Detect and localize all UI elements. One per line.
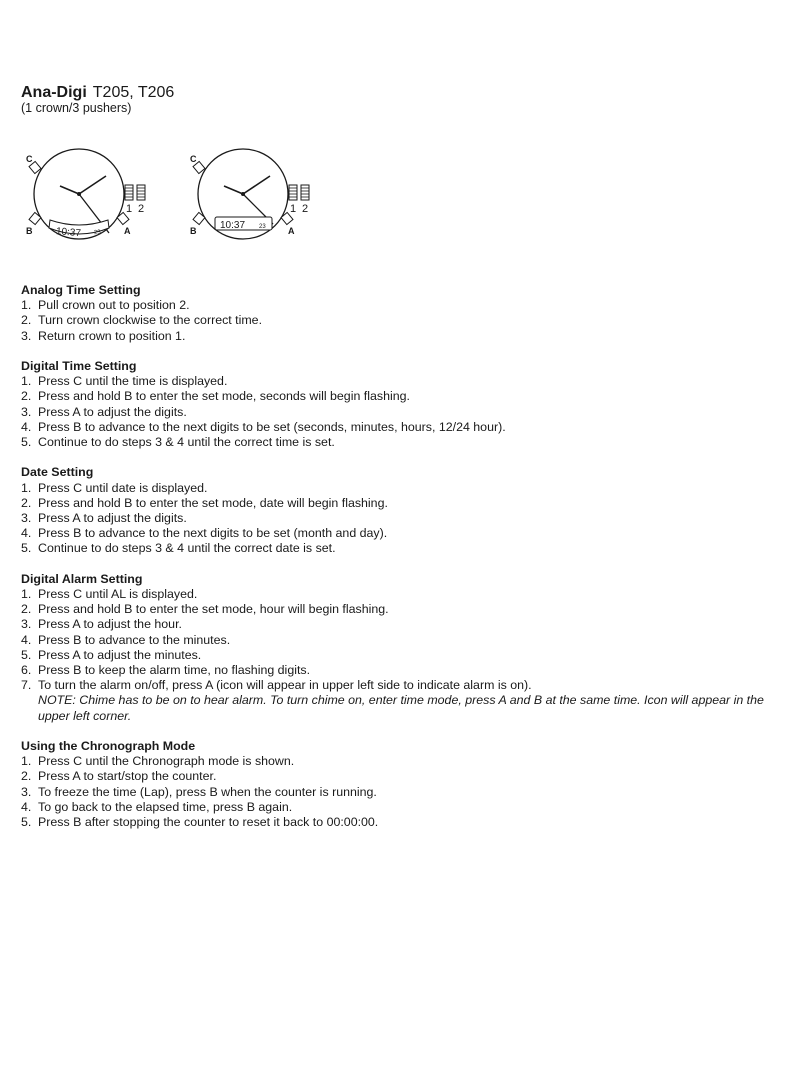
step-text: Press and hold B to enter the set mode, hour will begin flashing. — [38, 602, 389, 617]
step-item — [21, 587, 791, 602]
step-item — [21, 313, 791, 328]
step-item — [21, 769, 791, 784]
section-digital-alarm-setting — [21, 572, 791, 724]
step-text: Press and hold B to enter the set mode, seconds will begin flashing. — [38, 389, 410, 404]
step-number: 1. — [21, 374, 32, 389]
step-item — [21, 526, 791, 541]
steps-list — [21, 754, 791, 830]
lcd-time: 10:37 — [220, 220, 246, 231]
step-item — [21, 602, 791, 617]
watch-diagram-flat-display — [186, 148, 316, 244]
step-number: 4. — [21, 799, 32, 814]
step-item — [21, 481, 791, 496]
step-item — [21, 785, 791, 800]
page-title — [21, 84, 174, 102]
step-text: Press B to advance to the next digits to be set (seconds, minutes, hours, 12/24 hour). — [38, 419, 506, 434]
button-a-label: A — [124, 226, 131, 236]
step-text: Press A to adjust the digits. — [38, 511, 187, 526]
step-text: Press A to adjust the digits. — [38, 404, 187, 419]
step-text: To freeze the time (Lap), press B when the counter is running. — [38, 784, 377, 799]
step-text: Turn crown clockwise to the correct time. — [38, 313, 263, 328]
brand-name: Ana-Digi — [21, 84, 87, 101]
section-heading: Digital Time Setting — [21, 359, 137, 373]
step-item — [21, 815, 791, 830]
step-number: 6. — [21, 663, 32, 678]
step-text: Press C until the time is displayed. — [38, 374, 228, 389]
step-text: Press C until AL is displayed. — [38, 587, 198, 602]
step-text: Pull crown out to position 2. — [38, 298, 190, 313]
step-text: Continue to do steps 3 & 4 until the correct date is set. — [38, 541, 336, 556]
step-item — [21, 435, 791, 450]
step-item — [21, 678, 791, 724]
section-chronograph-mode — [21, 739, 791, 830]
step-text: Press A to adjust the hour. — [38, 617, 182, 632]
step-number: 2. — [21, 602, 32, 617]
step-number: 4. — [21, 632, 32, 647]
step-text: To turn the alarm on/off, press A (icon will appear in upper left side to indicate alarm is on). — [38, 678, 532, 693]
button-b-label: B — [26, 226, 33, 236]
step-text: Continue to do steps 3 & 4 until the correct time is set. — [38, 435, 335, 450]
step-note: NOTE: Chime has to be on to hear alarm. To turn chime on, enter time mode, press A and B at the same time. Icon will appear in the upper left corner. — [38, 693, 764, 723]
step-number: 4. — [21, 526, 32, 541]
step-number: 3. — [21, 617, 32, 632]
step-number: 2. — [21, 495, 32, 510]
steps-list — [21, 374, 791, 450]
section-heading: Analog Time Setting — [21, 283, 141, 297]
step-item — [21, 298, 791, 313]
steps-list — [21, 481, 791, 557]
step-item — [21, 405, 791, 420]
section-heading: Digital Alarm Setting — [21, 571, 143, 586]
step-number: 5. — [21, 435, 32, 450]
step-number: 5. — [21, 541, 32, 556]
watch-diagram-curved-display — [22, 148, 152, 244]
section-date-setting — [21, 465, 791, 556]
button-a-label: A — [288, 226, 295, 236]
step-number: 4. — [21, 419, 32, 434]
step-number: 2. — [21, 389, 32, 404]
step-number: 3. — [21, 404, 32, 419]
watch-face-icon — [186, 148, 316, 244]
step-number: 5. — [21, 647, 32, 662]
step-text: To go back to the elapsed time, press B again. — [38, 799, 293, 814]
steps-list — [21, 587, 791, 724]
step-item — [21, 663, 791, 678]
step-number: 1. — [21, 754, 32, 769]
step-number: 3. — [21, 511, 32, 526]
step-number: 5. — [21, 815, 32, 830]
crown-position-2-label: 2 — [302, 203, 309, 215]
lcd-date: 23 — [93, 229, 102, 237]
section-analog-time-setting — [21, 283, 791, 344]
step-number: 2. — [21, 769, 32, 784]
crown-position-2-label: 2 — [138, 203, 145, 215]
step-item — [21, 754, 791, 769]
section-digital-time-setting — [21, 359, 791, 450]
step-text: Press C until date is displayed. — [38, 480, 208, 495]
step-text: Press B to keep the alarm time, no flashing digits. — [38, 663, 311, 678]
step-item — [21, 329, 791, 344]
button-b-label: B — [190, 226, 197, 236]
step-item — [21, 617, 791, 632]
step-text: Press C until the Chronograph mode is shown. — [38, 754, 295, 769]
step-item — [21, 800, 791, 815]
step-item — [21, 420, 791, 435]
crown-icon — [125, 185, 145, 200]
section-heading: Using the Chronograph Mode — [21, 739, 196, 754]
step-text: Return crown to position 1. — [38, 328, 186, 343]
step-text: Press A to start/stop the counter. — [38, 769, 217, 784]
step-item — [21, 541, 791, 556]
section-heading: Date Setting — [21, 465, 94, 480]
crown-icon — [289, 185, 309, 200]
step-text: Press B to advance to the next digits to be set (month and day). — [38, 526, 388, 541]
step-number: 7. — [21, 678, 32, 693]
step-item — [21, 648, 791, 663]
model-numbers: T205, T206 — [92, 84, 175, 101]
step-item — [21, 511, 791, 526]
step-text: Press B after stopping the counter to reset it back to 00:00:00. — [38, 815, 379, 830]
step-item — [21, 496, 791, 511]
step-number: 1. — [21, 298, 32, 313]
step-number: 1. — [21, 480, 32, 495]
crown-position-1-label: 1 — [126, 203, 133, 215]
step-number: 3. — [21, 784, 32, 799]
step-item — [21, 389, 791, 404]
watch-face-icon — [22, 148, 152, 244]
step-item — [21, 633, 791, 648]
step-text: Press A to adjust the minutes. — [38, 647, 202, 662]
page-subtitle: (1 crown/3 pushers) — [21, 101, 132, 115]
step-text: Press and hold B to enter the set mode, date will begin flashing. — [38, 495, 388, 510]
step-number: 3. — [21, 328, 32, 343]
step-number: 1. — [21, 587, 32, 602]
crown-position-1-label: 1 — [290, 203, 297, 215]
button-c-label: C — [190, 154, 197, 164]
button-c-label: C — [26, 154, 33, 164]
step-text: Press B to advance to the minutes. — [38, 632, 231, 647]
lcd-time: 10:37 — [55, 226, 82, 240]
step-item — [21, 374, 791, 389]
steps-list — [21, 298, 791, 344]
step-number: 2. — [21, 313, 32, 328]
lcd-date: 23 — [259, 224, 266, 230]
instructions — [21, 283, 791, 845]
